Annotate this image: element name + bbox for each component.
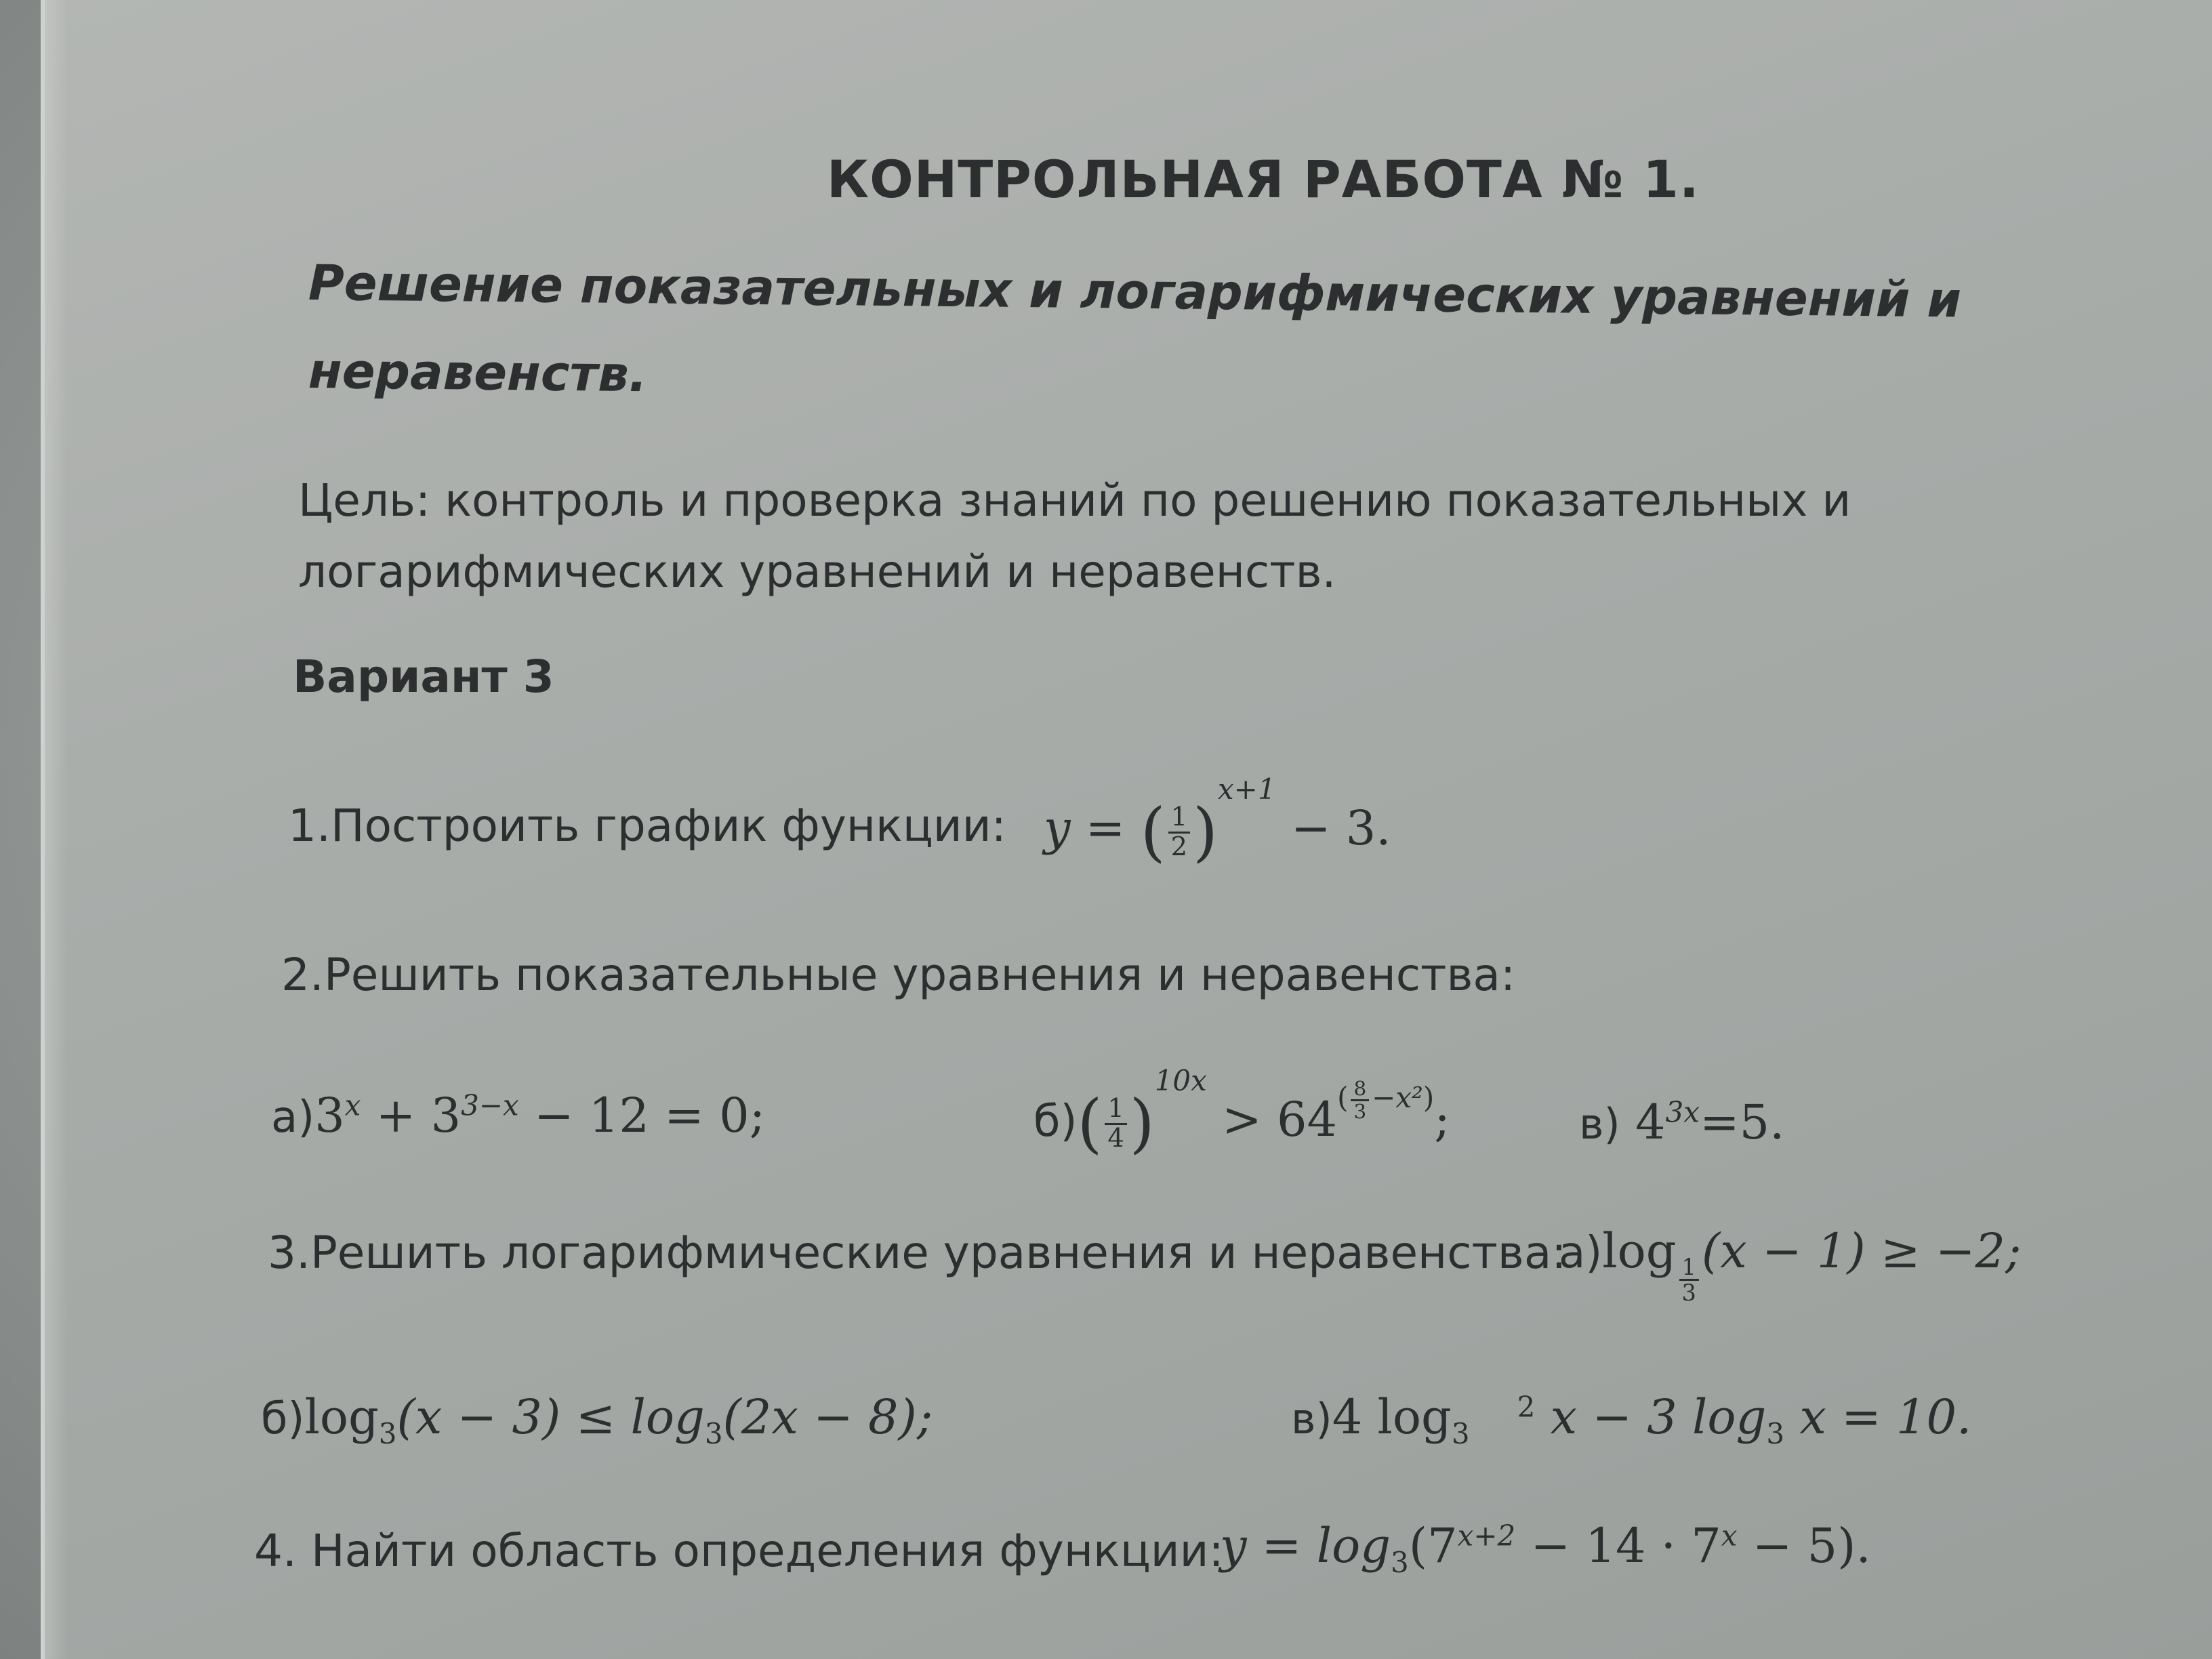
task-1-fraction xyxy=(1168,804,1191,861)
task-2c-tail: =5. xyxy=(1699,1094,1785,1150)
task-4-arg-open: (7 xyxy=(1408,1518,1458,1574)
task-2a-mid: + 3 xyxy=(361,1088,462,1143)
task-2b-formula xyxy=(1033,1064,1450,1161)
task-3b-base2: 3 xyxy=(704,1417,723,1450)
task-1-frac-den: 2 xyxy=(1170,831,1188,862)
task-4-exp1: x+2 xyxy=(1457,1519,1516,1553)
task-1-text: 1.Построить график функции: xyxy=(288,800,1006,852)
page-title: КОНТРОЛЬНАЯ РАБОТА № 1. xyxy=(827,149,1700,209)
paren-open: ( xyxy=(1337,1081,1349,1115)
task-3a-base-fraction xyxy=(1679,1255,1699,1305)
task-2b-label: б) xyxy=(1033,1097,1078,1147)
task-3c-formula xyxy=(1291,1389,1971,1450)
goal-line-1: Цель: контроль и проверка знаний по решению показательных и xyxy=(298,474,1851,527)
task-2a-base1: 3 xyxy=(314,1088,345,1143)
task-2a-tail: − 12 = 0; xyxy=(518,1088,766,1143)
paper-edge xyxy=(41,0,68,1659)
task-4-text: 4. Найти область определения функции: xyxy=(254,1525,1224,1577)
task-3a-formula xyxy=(1559,1223,2022,1305)
task-4-mid: − 14 · 7 xyxy=(1515,1518,1721,1574)
task-2a-exp1: x xyxy=(344,1088,361,1122)
task-2c-label: в) xyxy=(1579,1099,1620,1149)
task-1-formula xyxy=(1044,773,1391,869)
task-3b-label: б) xyxy=(261,1394,305,1444)
task-2b-fraction xyxy=(1105,1095,1127,1152)
task-2a-exp2: 3−x xyxy=(461,1088,519,1122)
task-2b-exp2-den: 3 xyxy=(1353,1099,1367,1123)
task-3b-base: 3 xyxy=(378,1417,397,1450)
task-3c-label: в) xyxy=(1291,1394,1332,1443)
paren-open: ( xyxy=(1140,795,1166,870)
task-2b-exp2-fraction xyxy=(1351,1078,1369,1122)
task-3c-coef: 4 log xyxy=(1332,1389,1452,1445)
paren-close: ) xyxy=(1193,795,1218,870)
subtitle-line-2: неравенств. xyxy=(308,342,648,403)
subtitle-line-1: Решение показательных и логарифмических уравнений и xyxy=(308,254,1962,329)
task-2a-formula xyxy=(271,1088,765,1143)
task-2a-label: а) xyxy=(271,1092,315,1143)
paren-close: ) xyxy=(1422,1081,1435,1115)
paren-close: ) xyxy=(1129,1086,1155,1162)
task-3a-base-den: 3 xyxy=(1681,1279,1696,1306)
task-2b-frac-den: 4 xyxy=(1107,1122,1124,1153)
task-1-frac-num: 1 xyxy=(1168,804,1191,833)
task-3b-arg: (x − 3) ≤ log xyxy=(396,1389,705,1445)
task-2b-mid: > 64 xyxy=(1222,1092,1338,1148)
task-2-text: 2.Решить показательные уравнения и неравенства: xyxy=(281,949,1516,1001)
task-3b-arg2: (2x − 8); xyxy=(722,1389,933,1445)
task-4-base: 3 xyxy=(1391,1546,1409,1579)
task-3a-log: log xyxy=(1602,1223,1677,1279)
task-2b-frac-num: 1 xyxy=(1105,1095,1127,1124)
task-3a-tail: (x − 1) ≥ −2; xyxy=(1701,1223,2022,1279)
task-3c-mid: x − 3 log xyxy=(1535,1389,1767,1445)
task-3c-pow: 2 xyxy=(1517,1390,1536,1424)
task-2b-exp2-tail: −x² xyxy=(1372,1081,1423,1115)
task-1-y: y = xyxy=(1044,800,1141,857)
task-4-expr-start: y = log xyxy=(1220,1518,1391,1574)
task-2c-base: 4 xyxy=(1635,1094,1666,1150)
task-4-tail: − 5). xyxy=(1737,1518,1871,1574)
task-3c-base2: 3 xyxy=(1766,1417,1785,1450)
task-2b-exp: 10x xyxy=(1154,1064,1207,1097)
task-3c-tail: x = 10. xyxy=(1784,1389,1972,1445)
task-3-text: 3.Решить логарифмические уравнения и неравенства: xyxy=(268,1227,1567,1279)
goal-line-2: логарифмических уравнений и неравенств. xyxy=(298,546,1336,598)
task-3b-log: log xyxy=(304,1389,379,1445)
task-2b-exp2-num: 8 xyxy=(1351,1078,1369,1101)
variant-label: Вариант 3 xyxy=(293,651,554,703)
task-3a-label: а) xyxy=(1559,1228,1603,1278)
task-4-formula xyxy=(1220,1518,1871,1579)
task-3a-base-num: 1 xyxy=(1679,1255,1699,1281)
task-1-exponent: x+1 xyxy=(1217,773,1276,806)
paren-open: ( xyxy=(1077,1086,1103,1162)
task-4-exp2: x xyxy=(1721,1519,1738,1553)
task-2c-exp: 3x xyxy=(1665,1095,1700,1129)
task-1-tail: − 3. xyxy=(1290,800,1391,857)
task-2c-formula xyxy=(1579,1094,1784,1150)
task-2b-end: ; xyxy=(1434,1092,1450,1148)
task-3c-base: 3 xyxy=(1451,1417,1470,1450)
task-3b-formula xyxy=(261,1389,933,1450)
